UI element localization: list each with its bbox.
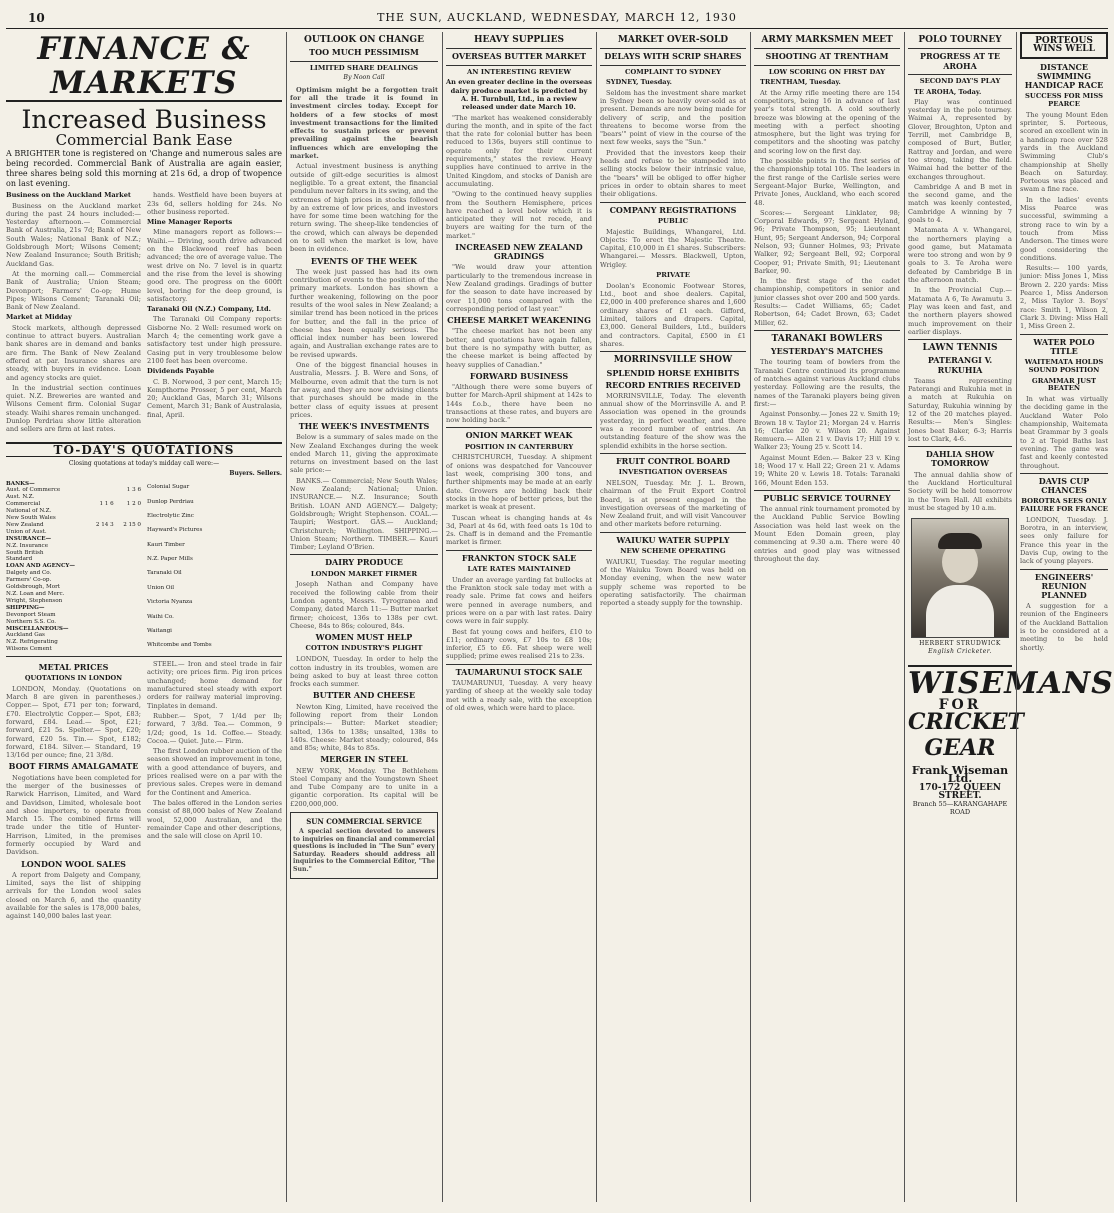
wisemans-product: CRICKET GEAR [908,708,1024,761]
heavy-sub2: AN INTERESTING REVIEW [467,67,571,76]
quotation-sellers [278,610,282,624]
quotation-row [6,619,141,626]
quotation-row [6,639,141,646]
quotation-row [6,598,141,605]
quotation-name: National of N.Z. [6,508,52,515]
dairy-produce-sub: LONDON MARKET FIRMER [310,569,418,578]
quotation-group [6,563,141,570]
quotation-sellers [278,538,282,552]
quotations-cols: Buyers. Sellers. [229,470,282,478]
quotation-sellers [114,632,141,639]
quotation-row [147,596,282,610]
quotation-buyers [86,556,113,563]
quotation-sellers [278,567,282,581]
dividends-title: Dividends Payable [147,367,215,376]
water-polo-title: WATER POLO TITLE [1033,336,1095,356]
quotation-sellers [114,612,141,619]
quotation-name: Taranaki Oil [147,570,182,577]
boot-firms-title: BOOT FIRMS AMALGAMATE [8,761,139,772]
porteous-sub2: SUCCESS FOR MISS PEARCE [1024,92,1103,108]
commercial-service-title: SUN COMMERCIAL SERVICE [306,817,422,827]
oversold-dateline: SYDNEY, Tuesday. [606,78,672,87]
quotation-name: Wilsons Cement [6,646,52,653]
quotation-row [6,570,141,577]
outlook-sub2: LIMITED SHARE DEALINGS [309,63,419,72]
quotation-name: Union of Aust. [6,528,47,535]
quotation-sellers [114,646,141,653]
quotation-row [147,481,282,495]
quotation-group-label: BANKS— [6,480,35,487]
outlook-section: OUTLOOK ON CHANGE TOO MUCH PESSIMISM LIMITED SHARE DEALINGS By Noon Call Optimism might be a forgotten trait for all the trade it is found in investment circles today. Except for holders of a few stocks of most investment transactions for the limited effects to sustain prices or prevent prevailing against the bearish influences which are enveloping the market. Actual investment business is anything outside of gilt-edge securities is almost negligible. To a great extent, the financial pendulum never falters in its swing, and the extremes of high prices in stocks followed by an extreme of low prices, and investors have for some time been watching for the return swing. The sheep-like tendencies of the crowd, which can always be depended on to sell when the market is low, have been in evidence. EVENTS OF THE WEEK The week just passed has had its own contribution of events to the position of the primary markets. London has shown a further weakening, following on the poor results of the wool sales in New Zealand; a similar trend has been noticed in the prices for butter, and the fall in the price of cheese has been equally serious. The official index number has been lowered again, and Australian exchange rates are to be revised upwards. One of the biggest financial houses in Australia, Messrs. J. B. Were and Sons, of Melbourne, even admit that the turn is not far away, and they are now advising clients that purchases should be made in the better class of equity issues at present prices. THE WEEK'S INVESTMENTS Below is a summary of sales made on the New Zealand Exchanges during the week ended March 11, giving the approximate returns on investment based on the last sale price:— BANKS.— Commercial; New South Wales; New Zealand; National; Union. INSURANCE.— N.Z. Insurance; South British. LOAN AND AGENCY.— Dalgety; Goldsbrough; Wright Stephenson. COAL.— Taupiri; Westport. GAS.— Auckland; Christchurch; Wellington. SHIPPING.— Union Steam; Northern. TIMBER.— Kauri Timber; Leyland O'Brien. DAIRY PRODUCE LONDON MARKET FIRMER Joseph Nathan and Company have received the following cable from their London agents, Messrs. Tyrogranea and Company, dated March 11:— Butter market firmer; choicest, 136s to 138s per cwt. Cheese, 84s to 86s; coloured, 84s. WOMEN MUST HELP COTTON INDUSTRY'S PLIGHT LONDON, Tuesday. In order to help the cotton industry in its troubles, women are being asked to buy at least three cotton frocks each summer. BUTTER AND CHEESE Newton King, Limited, have received the following report from their London principals:— Butter: Market steadier; salted, 136s to 138s; unsalted, 138s to 140s. Cheese: Market steady; coloured, 84s and 85s; white, 84s to 85s. MERGER IN STEEL NEW YORK, Monday. The Bethlehem Steel Company and the Youngstown Sheet and Tube Company are to unite in a gigantic corporation. Its capital will be £200,000,000. SUN COMMERCIAL SERVICE A special section devoted to answers to inquiries on financial and commercial questions is included in "The Sun" every Saturday. Readers should address all inquiries to the Commercial Editor, "The Sun." [290,32,438,1200]
quotation-buyers [86,487,113,494]
quotation-row [147,524,282,538]
quotation-name: Devonport Steam [6,611,56,618]
quotation-group [6,481,141,488]
quotation-buyers: 1 1 6 [99,501,114,508]
wisemans-for: FOR [938,696,982,713]
quotation-group [6,605,141,612]
quotation-sellers: 1 3 6 [126,487,141,494]
quotation-name: N.Z. Loan and Merc. [6,591,65,597]
quotation-row [6,529,141,536]
quotation-buyers [86,577,113,584]
quotation-sellers [278,624,282,638]
taranaki-oil-title: Taranaki Oil (N.Z.) Company, Ltd. [147,305,271,314]
taumarunui-title: TAUMARUNUI STOCK SALE [455,666,583,677]
quotation-row [6,612,141,619]
quotation-sellers [114,543,141,550]
porteous-sub1: DISTANCE SWIMMING HANDICAP RACE [1024,61,1104,90]
army-section: ARMY MARKSMEN MEET SHOOTING AT TRENTHAM LOW SCORING ON FIRST DAY TRENTHAM, Tuesday. At the Army rifle meeting there are 154 competitors, being 16 in advance of last year's total strength. A cold southerly breeze was blowing at the opening of the meeting with a perfect shooting atmosphere, but the light was trying for competitors and the shooting was patchy and scoring low on the first day. The possible points in the first series of the championship total 105. The leaders in the first range of the Carlisle series were Sergeant-Major Burke, Wellington, and Private Jones, Auckland, who each scored 48. Scores:— Sergeant Linklater, 98; Corporal Edwards, 97; Sergeant Hyland, 96; Private Thompson, 95; Lieutenant Hunt, 95; Sergeant Anderson, 94; Corporal Nelson, 93; Gunner Holmes, 93; Private Walker, 92; Sergeant Bell, 92; Corporal Cooper, 91; Private Smith, 91; Lieutenant Barker, 90. In the first stage of the cadet championship, competitors in senior and junior classes shot over 200 and 500 yards. Results:— Cadet Williams, 65; Cadet Robertson, 64; Cadet Brown, 63; Cadet Miller, 62. TARANAKI BOWLERS YESTERDAY'S MATCHES The touring team of bowlers from the Taranaki Centre continued its programme of matches against various Auckland clubs yesterday. Following are the results, the names of the Taranaki players being given first:— Against Ponsonby.— Jones 22 v. Smith 19; Brown 18 v. Taylor 21; Morgan 24 v. Harris 16; Clarke 20 v. Wilson 20. Against Remuera.— Allen 21 v. Davis 17; Hill 19 v. Walker 23; Young 25 v. Scott 14. Against Mount Eden.— Baker 23 v. King 18; Wood 17 v. Hall 22; Green 21 v. Adams 19; White 20 v. Lewis 18. Totals: Taranaki 166, Mount Eden 153. PUBLIC SERVICE TOURNEY The annual rink tournament promoted by the Auckland Public Service Bowling Association was held last week on the Mount Eden Domain green, play commencing at 9.30 a.m. There were 40 entries and good play was witnessed throughout the day. [754,35,900,563]
quotation-row [147,538,282,552]
merger-steel-title: MERGER IN STEEL [320,754,408,765]
quotation-name: Northern S.S. Co. [6,618,57,625]
polo-headline: POLO TOURNEY [918,35,1002,45]
fruit-control-sub: INVESTIGATION OVERSEAS [618,468,728,477]
photo-caption-name: HERBERT STRUDWICK [919,640,1001,648]
quotation-sellers [114,591,141,598]
taranaki-bowlers-sub: YESTERDAY'S MATCHES [770,346,884,357]
frankton-title: FRANKTON STOCK SALE [461,552,577,563]
photo-caption-role: English Cricketer. [928,648,992,656]
weeks-investments-title: THE WEEK'S INVESTMENTS [298,421,430,432]
finance-headline: Increased Business [21,105,267,134]
army-dateline: TRENTHAM, Tuesday. [760,78,841,87]
quotation-group-label: INSURANCE— [6,535,52,542]
heavy-supplies-section: HEAVY SUPPLIES OVERSEAS BUTTER MARKET AN INTERESTING REVIEW An even greater decline in the overseas dairy produce market is predicted by A. H. Turnbull, Ltd., in a review released under date March 10. "The market has weakened considerably during the month, and in spite of the fact that the rate for colonial butter has been reduced to 136s, buyers still continue to operate only for their current requirements," states the review. Heavy supplies have continued to arrive in the United Kingdom, and stocks of Danish are accumulating. "Owing to the continued heavy supplies from the Southern Hemisphere, prices have reached a level below which it is anticipated they will not recede, and buyers are waiting for the turn of the market." INCREASED NEW ZEALAND GRADINGS "We would draw your attention particularly to the tremendous increase in New Zealand gradings. Gradings of butter for the season to date have increased by over 11,000 tons compared with the corresponding period of last year." CHEESE MARKET WEAKENING "The cheese market has not been any better, and quotations have again fallen, but there is no sympathy with butter, as the cheese market is being affected by heavy supplies of Canadian." FORWARD BUSINESS "Although there were some buyers of butter for March-April shipment at 142s to 144s f.o.b., there have been no transactions at these rates, and buyers are now holding back." ONION MARKET WEAK POSITION IN CANTERBURY CHRISTCHURCH, Tuesday. A shipment of onions was despatched for Vancouver last week, comprising 300 tons, and further shipments may be made at an early date. Growers are holding back their stocks in the hope of better prices, but the market is weak at present. Tuscan wheat is changing hands at 4s 3d, Pearl at 4s 6d, with feed oats 1s 10d to 2s. Chaff is in demand and the Fremantle market is firmer. FRANKTON STOCK SALE LATE RATES MAINTAINED Under an average yarding fat bullocks at the Frankton stock sale today met with a ready sale. Prime fat cows and heifers were penned in average numbers, and prices were on a par with last rates. Dairy cows were in fair supply. Best fat young cows and heifers, £10 to £11; ordinary cows, £7 10s to £8 10s; inferior, £5 to £6. Fat sheep were well supplied; prime ewes realised 21s to 23s. TAUMARUNUI STOCK SALE TAUMARUNUI, Tuesday. A very heavy yarding of sheep at the weekly sale today met with a ready sale, with the exception of old ewes, which were hard to place. [446,35,592,712]
quotation-sellers [114,529,141,536]
wisemans-branch: Branch 55—KARANGAHAPE ROAD [912,800,1008,817]
quotation-row [6,591,141,598]
quotation-name: Waihi Co. [147,613,174,620]
quotation-name: Auckland Gas [6,632,45,639]
quotations-title: TO-DAY'S QUOTATIONS [6,442,282,457]
quotation-buyers [86,494,113,501]
cheese-market-title: CHEESE MARKET WEAKENING [447,315,591,326]
quotation-sellers [114,550,141,557]
outlook-sub1: TOO MUCH PESSIMISM [309,47,419,58]
butter-cheese-title: BUTTER AND CHEESE [312,690,416,701]
quotation-name: Aust. of Commerce [6,487,61,494]
onion-market-sub: POSITION IN CANTERBURY [464,442,574,451]
commercial-service-box: SUN COMMERCIAL SERVICE A special section devoted to answers to inquiries on financial and commercial questions is included in "The Sun" every Saturday. Readers should address all inquiries to the Commercial Editor, "The Sun." [290,812,438,879]
quotation-group-label: MISCELLANEOUS— [6,625,69,632]
quotation-row [6,515,141,522]
quotation-group [6,536,141,543]
quotation-name: Electrolytic Zinc [147,512,194,519]
quotation-name: Hayward's Pictures [147,527,203,534]
quotation-name: Standard [6,556,33,563]
quotation-buyers [86,632,113,639]
water-polo-sub2: GRAMMAR JUST BEATEN [1031,376,1097,393]
fruit-control-title: FRUIT CONTROL BOARD [615,455,731,466]
page-number: 10 [28,11,45,25]
metal-prices-title: METAL PRICES [38,662,109,673]
quotation-sellers: 2 15 0 [123,521,141,528]
metal-prices-sub: QUOTATIONS IN LONDON [24,674,123,683]
quotation-name: Colonial Sugar [147,484,190,491]
quotation-row [147,495,282,509]
outlook-headline: OUTLOOK ON CHANGE [304,35,424,45]
quotation-buyers [86,550,113,557]
army-sub2: LOW SCORING ON FIRST DAY [768,67,886,76]
quotation-sellers [278,481,282,495]
masthead-title: THE SUN, AUCKLAND, WEDNESDAY, MARCH 12, 1930 [377,11,737,24]
quotation-sellers [278,552,282,566]
quotation-row [147,581,282,595]
quotation-row [147,610,282,624]
quotation-row [6,556,141,563]
quotation-row [147,509,282,523]
quotations-table-left [6,481,141,654]
quotation-sellers [278,581,282,595]
quotation-sellers [278,639,282,654]
quotation-buyers [86,508,113,515]
heavy-headline: HEAVY SUPPLIES [473,35,564,45]
quotation-name: Aust. N.Z. [6,494,35,501]
market-oversold-section: MARKET OVER-SOLD DELAYS WITH SCRIP SHARES COMPLAINT TO SYDNEY SYDNEY, Tuesday. Seldom has the investment share market in Sydney been so heavily over-sold as at present. Demands are now being made for delivery of scrip, and the position threatens to become worse from the "bears'" point of view in the course of the next few weeks, says the "Sun." Provided that the investors keep their heads and refuse to be stampeded into selling stocks below their intrinsic value, the "bears" will be obliged to offer higher prices in order to obtain shares to meet their obligations. COMPANY REGISTRATIONS PUBLIC Majestic Buildings, Whangarei, Ltd. Objects: To erect the Majestic Theatre. Capital, £10,000 in £1 shares. Subscribers: Whangarei.— Messrs. Blackwell, Upton, Wrigley. PRIVATE Doolan's Economic Footwear Stores, Ltd., boot and shoe dealers. Capital, £2,000 in 400 preference shares and 1,600 ordinary shares of £1 each. Gifford, Limited, tailors and drapers. Capital, £3,000. General Builders, Ltd., builders and contractors. Capital, £500 in £1 shares. MORRINSVILLE SHOW SPLENDID HORSE EXHIBITS RECORD ENTRIES RECEIVED MORRINSVILLE, Today. The eleventh annual show of the Morrinsville A. and P. Association was opened in the grounds yesterday, in perfect weather, and there was a record number of entries. An outstanding feature of the show was the splendid exhibits in the horse section. FRUIT CONTROL BOARD INVESTIGATION OVERSEAS NELSON, Tuesday. Mr. J. L. Brown, chairman of the Fruit Export Control Board, is at present engaged in the investigation overseas of the marketing of New Zealand fruit, and will visit Vancouver and other markets before returning. WAIUKU WATER SUPPLY NEW SCHEME OPERATING WAIUKU, Tuesday. The regular meeting of the Waiuku Town Board was held on Monday evening, when the new water supply scheme was reported to be operating satisfactorily. The chairman reported a steady supply for the township. [600,35,746,608]
quotation-buyers: 2 14 3 [95,521,114,528]
waiuku-title: WAIUKU WATER SUPPLY [616,534,730,545]
quotation-name: South British [6,549,44,556]
quotation-name: Dalgety and Co. [6,570,52,577]
army-sub1: SHOOTING AT TRENTHAM [765,51,889,62]
army-headline: ARMY MARKSMEN MEET [761,35,893,45]
taranaki-bowlers-title: TARANAKI BOWLERS [771,333,883,344]
finance-banner: FINANCE & MARKETS [6,32,282,102]
events-title: EVENTS OF THE WEEK [310,255,418,266]
quotation-sellers [278,495,282,509]
finance-section: FINANCE & MARKETS Increased Business Commercial Bank Ease A BRIGHTER tone is registered on 'Change and numerous sales are being recorded. Commercial Bank of Australia are again easier, three shares being sold this morning at 21s 6d, a drop of twopence on last evening. Business on the Auckland Market Business on the Auckland market during the past 24 hours included:— Yesterday afternoon.— Commercial Bank of Australia, 21s 7d; Bank of New South Wales; National Bank of N.Z.; Goldsbrough Mort; Wilsons Cement; New Zealand Insurance; South British; Auckland Gas. At the morning call.— Commercial Bank of Australia; Union Steam; Devonport; Farmers' Co-op; Hume Pipes; Wilsons Cement; Taranaki Oil; Bank of New Zealand. Market at Midday Stock markets, although depressed continue to attract buyers. Australian bank shares are in demand and banks are firm. The Bank of New Zealand offered at par. Insurance shares are steady, with buyers in evidence. Loan and agency stocks are quiet. In the industrial section continues quiet. N.Z. Breweries are wanted and Wilsons Cement firm. Colonial Sugar steady. Waihi shares remain unchanged. Dunlop Perdriau show little alteration and sellers are firm at last rates. hands. Westfield have been buyers at 23s 6d, sellers holding for 24s. No other business reported. Mine Manager Reports Mine managers report as follows:— Waihi.— Driving, south drive advanced on the Blackwood reef has been advanced; the ore of average value. The west drive on No. 7 level is in quartz and the rise from the level is showing good ore. The progress on the 600ft level, boring for the deep ground, is satisfactory. Taranaki Oil (N.Z.) Company, Ltd. The Taranaki Oil Company reports: Gisborne No. 2 Well: resumed work on March 4; the cementing work gave a satisfactory test under high pressure. Casing put in very troublesome below 2100 feet has been overcome. Dividends Payable C. B. Norwood, 3 per cent, March 15; Kempthorne Prosser, 5 per cent, March 20; Auckland Gas, March 31; Wilsons Cement, March 31; Bank of Australasia, final, April. TO-DAY'S QUOTATIONS Closing quotations at today's midday call were:— Buyers. Sellers. BANKS— Aust. of Commerce 1 3 6 Aust. N.Z. Commercial 1 1 6 1 2 0 National of N.Z. New South Wales New Zealand 2 14 3 2 15 0 Union of Aust. INSURANCE— N.Z. Insurance South British Standard LOAN AND AGENCY— Dalgety and Co. Farmers' Co-op. Goldsbrough, Mort N.Z. Loan and Merc. Wright, Stephenson SHIPPING— Devonport Steam Northern S.S. Co. MISCELLANEOUS— Auckland Gas N.Z. Refrigerating Wilsons Cement Colonial Sugar Dunlop Perdriau Electrolytic Zinc Hayward's Pictures Kauri Timber N.Z. Paper Mills Taranaki Oil Union Oil Victoria Nyanza Waihi Co. Waitangi Whitcombe and Tombs METAL PRICES QUOTATIONS IN LONDON LONDON, Monday. (Quotations on March 8 are given in parentheses.) Copper.— Spot, £71 per ton; forward, £70. Electrolytic Copper.— Spot, £83; forward, £84. Lead.— Spot, £21; forward, £21 5s. Spelter.— Spot, £20; forward, £20 5s. Tin.— Spot, £182; forward, £184. Silver.— Standard, 19 13/16d per ounce; fine, 21 3/8d. BOOT FIRMS AMALGAMATE Negotiations have been completed for the merger of the businesses of Rarwick Harrison, Limited, and Ward and Davidson, Limited, wholesale boot and shoe importers, to operate from March 15. The combined firms will trade under the title of Hunter-Harrison, Limited, in the premises formerly occupied by Ward and Davidson. LONDON WOOL SALES A report from Dalgety and Company, Limited, says the list of shipping arrivals for the London wool sales closed on March 6, and the quantity available for the sales is 178,000 bales, against 140,000 bales last year. STEEL.— Iron and steel trade in fair activity; ore prices firm. Pig iron prices unchanged; home demand for manufactured steel steady with export orders for railway material improving. Tinplates in demand. Rubber.— Spot, 7 1/4d per lb; forward, 7 3/8d. Tea.— Common, 9 1/2d; good, 1s 1d. Coffee.— Steady. Cocoa.— Quiet. Jute.— Firm. The first London rubber auction of the season showed an improvement in tone, with a good attendance of buyers, and prices realised were on a par with the previous sales. Crepes were in demand for the Continent and America. The bales offered in the London series consist of 88,000 bales of New Zealand wool, 52,000 Australian, and the remainder Cape and other descriptions, and the sale will close on April 10. [6,31,282,921]
quotation-row [147,552,282,566]
quotation-buyers [86,598,113,605]
quotation-name: N.Z. Paper Mills [147,556,193,563]
quotation-name: Kauri Timber [147,541,185,548]
private-title: PRIVATE [656,270,690,279]
oversold-headline: MARKET OVER-SOLD [617,35,729,45]
quotation-group-label: SHIPPING— [6,604,45,611]
quotation-row [147,639,282,654]
quotation-buyers [86,515,113,522]
quotation-name: Union Oil [147,584,175,591]
quotation-sellers: 1 2 0 [126,501,141,508]
quotation-name: Commercial [6,501,41,508]
outlook-byline: By Noon Call [343,74,385,82]
quotations-note: Closing quotations at today's midday call were:— [68,459,220,467]
quotation-row [6,543,141,550]
quotation-buyers [86,584,113,591]
quotation-buyers [86,639,113,646]
quotation-name: Waitangi [147,627,172,634]
quotation-sellers [114,639,141,646]
dairy-produce-title: DAIRY PRODUCE [325,557,403,568]
quotation-buyers [86,570,113,577]
heavy-sub1: OVERSEAS BUTTER MARKET [451,51,587,62]
quotation-name: New South Wales [6,515,56,522]
porteous-headline: PORTEOUS WINS WELL [1020,32,1108,59]
quotation-row [6,632,141,639]
public-service-title: PUBLIC SERVICE TOURNEY [763,492,891,503]
polo-sub2: SECOND DAY'S PLAY [919,76,1001,85]
quotation-sellers [114,570,141,577]
davis-cup-title: DAVIS CUP CHANCES [1038,475,1090,495]
waiuku-sub: NEW SCHEME OPERATING [620,546,726,555]
polo-sub1: PROGRESS AT TE AROHA [920,51,1000,71]
wisemans-brand: WISEMANS [908,665,1114,701]
quotation-buyers [86,529,113,536]
quotation-sellers [114,494,141,501]
polo-section: POLO TOURNEY PROGRESS AT TE AROHA SECOND DAY'S PLAY TE AROHA, Today. Play was continued yesterday in the polo tourney. Waimai A, represented by Glover, Broughton, Upton and Terrill, met Cambridge B, composed of Burt, Butler, Rattray and Jordan, and were too strong, taking the field. Waimai had the better of the exchanges throughout. Cambridge A and B met in the second game, and the match was keenly contested, Cambridge A winning by 7 goals to 4. Matamata A v. Whangarei, the northerners playing a good game, but Matamata were too strong and won by 9 goals to 3. Te Aroha were defeated by Cambridge B in the afternoon match. In the Provincial Cup.— Matamata A 6, Te Awamutu 3. Play was keen and fast, and the northern players showed much improvement on their earlier displays. LAWN TENNIS PATERANGI V. RUKUHIA Teams representing Paterangi and Rukuhia met in a match at Rukuhia on Saturday, Rukuhia winning by 12 of the 20 matches played. Results:— Men's Singles: Jones beat Baker, 6-3; Harris lost to Clark, 4-6. DAHLIA SHOW TOMORROW The annual dahlia show of the Auckland Horticultural Society will be held tomorrow in the Town Hall. All exhibits must be staged by 10 a.m. HERBERT STRUDWICK English Cricketer. WISEMANS FOR CRICKET GEAR Frank Wiseman Ltd. 170-172 QUEEN STREET. Branch 55—KARANGAHAPE ROAD [908,35,1114,817]
quotation-row [6,584,141,591]
quotation-sellers [114,577,141,584]
lawn-tennis-sub: PATERANGI V. RUKUHIA [927,355,993,375]
nz-gradings-title: INCREASED NEW ZEALAND GRADINGS [455,241,583,262]
quotation-buyers [86,646,113,653]
frankton-sub: LATE RATES MAINTAINED [467,564,571,573]
quotation-sellers [114,556,141,563]
masthead [6,6,1108,29]
quotation-name: N.Z. Insurance [6,542,48,549]
quotation-group [6,626,141,633]
heavy-intro: An even greater decline in the overseas dairy produce market is predicted by A. H. Turnbull, Ltd., in a review released under date March 10. [446,78,592,112]
water-polo-sub1: WAITEMATA HOLDS SOUND POSITION [1024,357,1104,374]
morrinsville-sub1: SPLENDID HORSE EXHIBITS [606,367,740,378]
auckland-market-title: Business on the Auckland Market [6,191,131,200]
quotation-row [6,522,141,529]
oversold-sub1: DELAYS WITH SCRIP SHARES [604,51,742,62]
onion-market-title: ONION MARKET WEAK [465,430,573,441]
public-title: PUBLIC [657,216,689,225]
davis-cup-sub: BOROTRA SEES ONLY FAILURE FOR FRANCE [1020,497,1108,513]
quotation-row [6,550,141,557]
london-wool-title: LONDON WOOL SALES [21,858,126,869]
engineers-title: ENGINEERS' REUNION PLANNED [1034,571,1094,600]
quotation-row [147,567,282,581]
lawn-tennis-title: LAWN TENNIS [922,343,998,354]
quotation-sellers [114,598,141,605]
wisemans-firm: Frank Wiseman Ltd. [911,763,1009,786]
quotation-group-label: LOAN AND AGENCY— [6,563,75,570]
quotation-buyers [86,591,113,598]
quotation-name: Farmers' Co-op. [6,577,52,584]
wisemans-ad [908,665,1114,817]
quotation-name: New Zealand [6,521,44,528]
quotation-row [147,624,282,638]
quotation-name: Dunlop Perdriau [147,498,194,505]
quotation-row [6,646,141,653]
quotation-name: Whitcombe and Tombs [147,642,212,649]
quotation-sellers [278,524,282,538]
oversold-sub2: COMPLAINT TO SYDNEY [624,67,722,76]
quotation-sellers [114,584,141,591]
women-help-title: WOMEN MUST HELP [315,632,413,643]
finance-subhead: Commercial Bank Ease [55,131,233,149]
morrinsville-title: MORRINSVILLE SHOW [613,355,733,366]
forward-business-title: FORWARD BUSINESS [469,370,569,381]
quotation-name: Victoria Nyanza [147,599,193,606]
quotation-row [6,494,141,501]
quotation-name: Goldsbrough, Mort [6,584,61,591]
quotation-sellers [114,619,141,626]
quotation-buyers [86,543,113,550]
morrinsville-sub2: RECORD ENTRIES RECEIVED [605,379,741,390]
quotation-name: Wright, Stephenson [6,597,63,604]
finance-lead: A BRIGHTER tone is registered on 'Change and numerous sales are being recorded. Commercial Bank of Australia are again easier, three shares being sold this morning at 21s 6d, a drop of twopence on last evening. [6,149,282,189]
quotation-name: N.Z. Refrigerating [6,639,58,646]
quotation-row [6,487,141,494]
mine-manager-title: Mine Manager Reports [147,218,233,227]
market-midday-title: Market at Midday [6,313,72,322]
newspaper-page [6,6,1114,1206]
quotation-sellers [114,508,141,515]
polo-dateline: TE AROHA, Today. [914,87,982,96]
quotation-sellers [114,515,141,522]
quotation-row [6,577,141,584]
quotation-buyers [86,619,113,626]
wisemans-address: 170-172 QUEEN STREET. [918,782,1002,801]
porteous-section: PORTEOUS WINS WELL DISTANCE SWIMMING HANDICAP RACE SUCCESS FOR MISS PEARCE The young Mount Eden sprinter, S. Porteous, scored an excellent win in a handicap race over 528 yards in the Auckland Swimming Club's championship at Shelly Beach on Saturday. Porteous was placed and swam a fine race. In the ladies' events Miss Pearce was successful, swimming a strong race to win by a touch from Miss Anderson. The times were good considering the conditions. Results:— 100 yards, junior: Miss Jones 1, Miss Brown 2. 220 yards: Miss Pearce 1, Miss Anderson 2, Miss Taylor 3. Boys' race: Smith 1, Wilson 2, Clark 3. Diving: Miss Hall 1, Miss Green 2. WATER POLO TITLE WAITEMATA HOLDS SOUND POSITION GRAMMAR JUST BEATEN In what was virtually the deciding game in the Auckland Water Polo championship, Waitemata beat Grammar by 3 goals to 2 at Tepid Baths last evening. The game was fast and keenly contested throughout. DAVIS CUP CHANCES BOROTRA SEES ONLY FAILURE FOR FRANCE LONDON, Tuesday. J. Borotra, in an interview, sees only failure for France this year in the Davis Cup, owing to the lack of young players. ENGINEERS' REUNION PLANNED A suggestion for a reunion of the Engineers of the Auckland Battalion is to be considered at a meeting to be held shortly. [1020,32,1108,1200]
quotation-sellers [278,596,282,610]
dahlia-title: DAHLIA SHOW TOMORROW [925,449,995,469]
quotation-row [6,508,141,515]
women-help-sub: COTTON INDUSTRY'S PLIGHT [305,644,423,653]
quotation-sellers [278,509,282,523]
quotation-row [6,501,141,508]
registrations-title: COMPANY REGISTRATIONS [609,204,737,215]
quotation-buyers [86,612,113,619]
quotations-table-right [147,481,282,654]
cricketer-photo [911,518,1009,638]
